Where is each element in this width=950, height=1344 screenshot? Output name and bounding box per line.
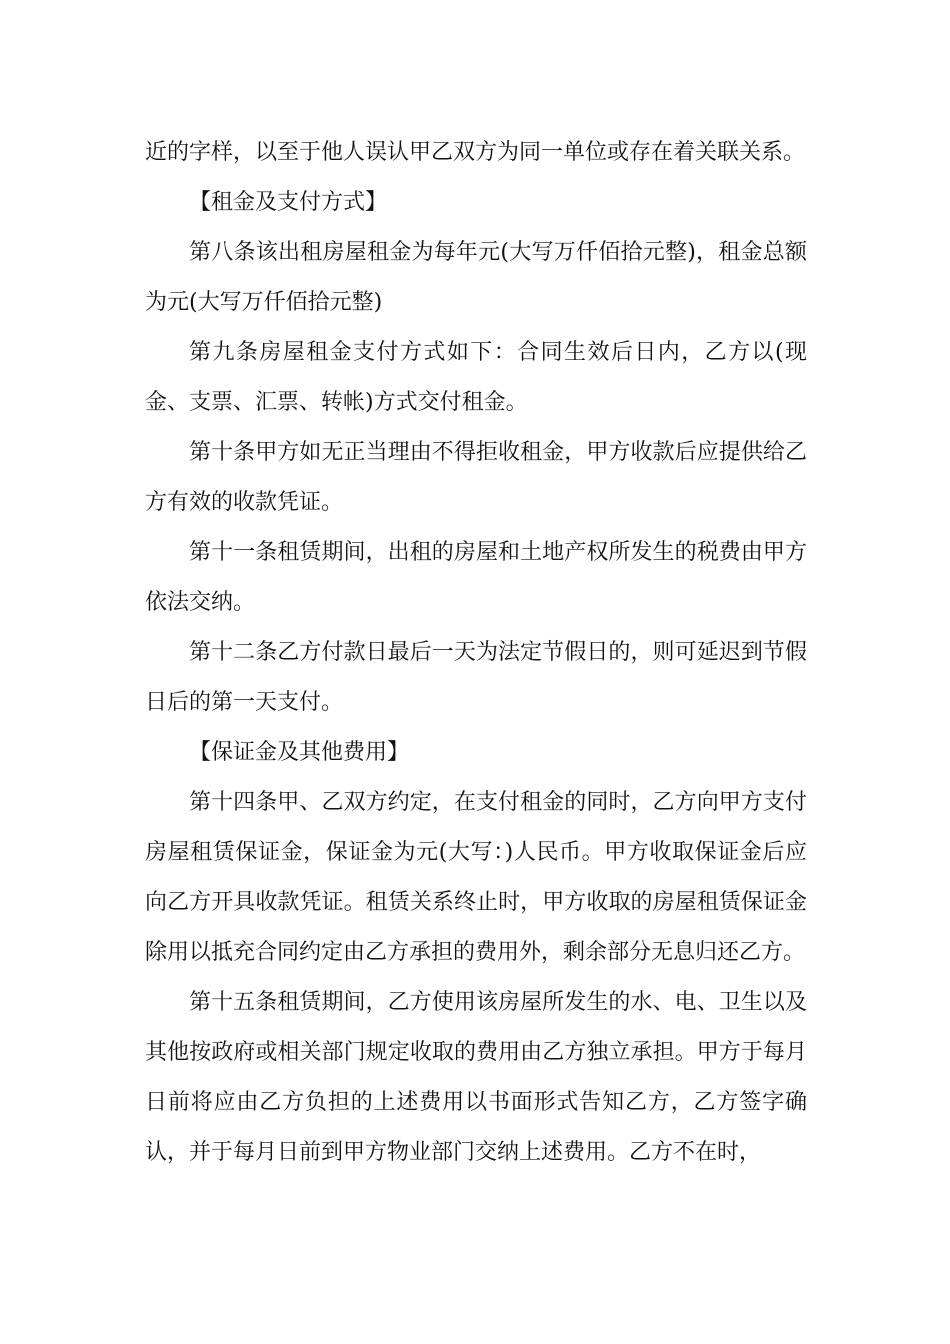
article-12: 第十二条乙方付款日最后一天为法定节假日的，则可延迟到节假日后的第一天支付。 [145,640,807,715]
article-8: 第八条该出租房屋租金为每年元(大写万仟佰拾元整)，租金总额为元(大写万仟佰拾元整) [145,240,807,315]
article-10: 第十条甲方如无正当理由不得拒收租金，甲方收款后应提供给乙方有效的收款凭证。 [145,440,807,515]
article-15: 第十五条租赁期间，乙方使用该房屋所发生的水、电、卫生以及其他按政府或相关部门规定收取的费用由乙方独立承担。甲方于每月日前将应由乙方负担的上述费用以书面形式告知乙方，乙方签字确认，并于每月日前到甲方物业部门交纳上述费用。乙方不在时， [145,990,807,1165]
section-heading-deposit-fees: 【保证金及其他费用】 [189,740,410,765]
article-9: 第九条房屋租金支付方式如下：合同生效后日内，乙方以(现金、支票、汇票、转帐)方式交付租金。 [145,340,807,415]
section-heading-rent-payment: 【租金及支付方式】 [189,190,388,215]
article-14: 第十四条甲、乙双方约定，在支付租金的同时，乙方向甲方支付房屋租赁保证金，保证金为元(大写：)人民币。甲方收取保证金后应向乙方开具收款凭证。租赁关系终止时，甲方收取的房屋租赁保证金除用以抵充合同约定由乙方承担的费用外，剩余部分无息归还乙方。 [145,790,807,965]
document-body [145,128,807,1178]
paragraph-continued: 近的字样，以至于他人误认甲乙双方为同一单位或存在着关联关系。 [145,140,806,165]
article-11: 第十一条租赁期间，出租的房屋和土地产权所发生的税费由甲方依法交纳。 [145,540,807,615]
